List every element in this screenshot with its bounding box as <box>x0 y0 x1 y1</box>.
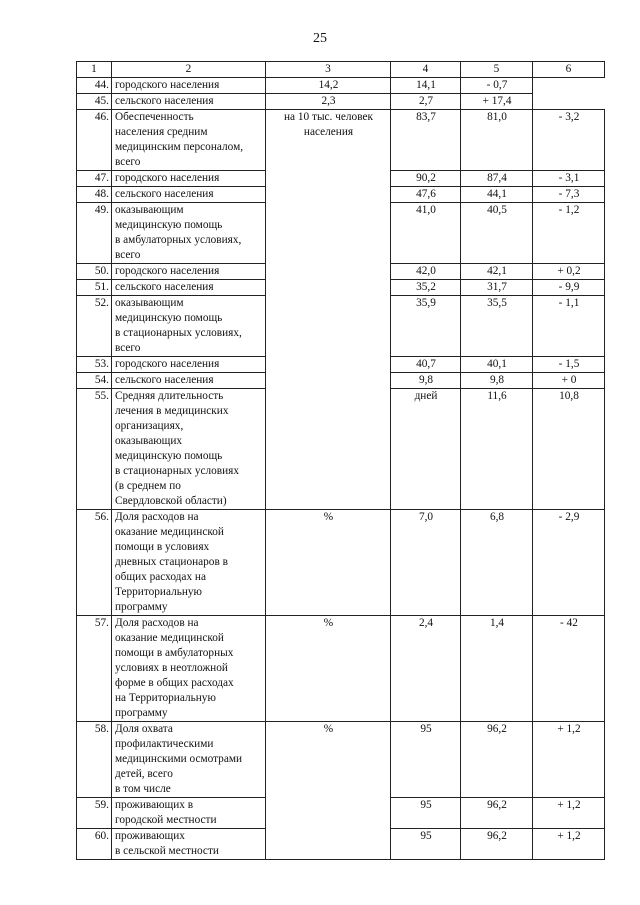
value-col-5: 14,1 <box>391 78 461 94</box>
row-label: сельского населения <box>112 373 266 389</box>
table-row <box>77 94 605 110</box>
row-number: 53. <box>77 357 112 373</box>
table-row <box>77 78 605 94</box>
unit-cell: % <box>266 510 391 616</box>
row-number: 47. <box>77 171 112 187</box>
value-col-5: 31,7 <box>461 280 533 296</box>
unit-cell: % <box>266 616 391 722</box>
value-col-4: 95 <box>391 798 461 829</box>
value-col-6: + 0,2 <box>533 264 605 280</box>
table-row <box>77 722 605 798</box>
row-number: 50. <box>77 264 112 280</box>
value-col-4: 95 <box>391 722 461 798</box>
value-col-6: - 7,3 <box>533 187 605 203</box>
value-col-5: 1,4 <box>461 616 533 722</box>
row-label: проживающих в сельской местности <box>112 829 266 860</box>
column-header: 6 <box>533 62 605 78</box>
value-col-5: 9,8 <box>461 373 533 389</box>
value-col-4: 35,9 <box>391 296 461 357</box>
value-col-6: + 1,2 <box>533 798 605 829</box>
row-label: сельского населения <box>112 280 266 296</box>
column-header: 2 <box>112 62 266 78</box>
row-number: 57. <box>77 616 112 722</box>
row-label: Средняя длительность лечения в медицинских организациях, оказывающих медицинскую помощь в стационарных условиях (в среднем по Свердловской области) <box>112 389 266 510</box>
column-header: 1 <box>77 62 112 78</box>
value-col-6: + 17,4 <box>461 94 533 110</box>
indicators-table <box>76 61 605 860</box>
value-col-6: - 1,1 <box>533 296 605 357</box>
row-label: Доля охвата профилактическими медицинскими осмотрами детей, всего в том числе <box>112 722 266 798</box>
value-col-5: 42,1 <box>461 264 533 280</box>
row-label: оказывающим медицинскую помощь в стационарных условиях, всего <box>112 296 266 357</box>
row-label: городского населения <box>112 78 266 94</box>
value-col-6: - 42 <box>533 616 605 722</box>
row-number: 46. <box>77 110 112 171</box>
row-label: оказывающим медицинскую помощь в амбулаторных условиях, всего <box>112 203 266 264</box>
row-number: 48. <box>77 187 112 203</box>
value-col-4: 90,2 <box>391 171 461 187</box>
row-label: сельского населения <box>112 94 266 110</box>
value-col-6: - 0,7 <box>461 78 533 94</box>
column-header: 4 <box>391 62 461 78</box>
row-number: 56. <box>77 510 112 616</box>
page-number: 25 <box>313 31 327 46</box>
value-col-5: 96,2 <box>461 798 533 829</box>
value-col-6: - 1,5 <box>533 357 605 373</box>
row-label: Доля расходов на оказание медицинской помощи в условиях дневных стационаров в общих расходах на Территориальную программу <box>112 510 266 616</box>
row-number: 52. <box>77 296 112 357</box>
row-number: 55. <box>77 389 112 510</box>
value-col-6: - 3,1 <box>533 171 605 187</box>
row-number: 60. <box>77 829 112 860</box>
row-label: сельского населения <box>112 187 266 203</box>
value-col-6: - 2,9 <box>533 510 605 616</box>
column-header: 5 <box>461 62 533 78</box>
row-label: городского населения <box>112 357 266 373</box>
row-label: проживающих в городской местности <box>112 798 266 829</box>
value-col-5: 87,4 <box>461 171 533 187</box>
value-col-4: 9,8 <box>391 373 461 389</box>
table-row <box>77 510 605 616</box>
value-col-5: 40,5 <box>461 203 533 264</box>
row-number: 58. <box>77 722 112 798</box>
value-col-4: 11,6 <box>461 389 533 510</box>
value-col-6: - 3,2 <box>533 110 605 171</box>
value-col-5: 2,7 <box>391 94 461 110</box>
value-col-6: + 1,2 <box>533 722 605 798</box>
value-col-6: + 0 <box>533 373 605 389</box>
value-col-5: 44,1 <box>461 187 533 203</box>
value-col-5: 40,1 <box>461 357 533 373</box>
value-col-5: 96,2 <box>461 829 533 860</box>
row-number: 45. <box>77 94 112 110</box>
value-col-6: - 1,2 <box>533 203 605 264</box>
table-header-row <box>77 62 605 78</box>
unit-cell: на 10 тыс. человек населения <box>266 110 391 510</box>
value-col-5: 6,8 <box>461 510 533 616</box>
value-col-4: 83,7 <box>391 110 461 171</box>
value-col-5: 96,2 <box>461 722 533 798</box>
value-col-4: 41,0 <box>391 203 461 264</box>
value-col-5: 81,0 <box>461 110 533 171</box>
row-number: 59. <box>77 798 112 829</box>
value-col-5: 10,8 <box>533 389 605 510</box>
value-col-5: 35,5 <box>461 296 533 357</box>
unit-cell: дней <box>391 389 461 510</box>
row-number: 51. <box>77 280 112 296</box>
row-label: Доля расходов на оказание медицинской помощи в амбулаторных условиях в неотложной форме в общих расходах на Территориальную программу <box>112 616 266 722</box>
row-label: городского населения <box>112 171 266 187</box>
row-label: городского населения <box>112 264 266 280</box>
value-col-4: 35,2 <box>391 280 461 296</box>
value-col-4: 2,4 <box>391 616 461 722</box>
value-col-4: 7,0 <box>391 510 461 616</box>
column-header: 3 <box>266 62 391 78</box>
value-col-4: 42,0 <box>391 264 461 280</box>
value-col-4: 47,6 <box>391 187 461 203</box>
value-col-6: + 1,2 <box>533 829 605 860</box>
value-col-4: 95 <box>391 829 461 860</box>
value-col-4: 2,3 <box>266 94 391 110</box>
row-label: Обеспеченность населения средним медицинским персоналом, всего <box>112 110 266 171</box>
row-number: 44. <box>77 78 112 94</box>
row-number: 49. <box>77 203 112 264</box>
table-row <box>77 110 605 171</box>
row-number: 54. <box>77 373 112 389</box>
unit-cell: % <box>266 722 391 860</box>
value-col-4: 40,7 <box>391 357 461 373</box>
value-col-4: 14,2 <box>266 78 391 94</box>
table-row <box>77 616 605 722</box>
value-col-6: - 9,9 <box>533 280 605 296</box>
